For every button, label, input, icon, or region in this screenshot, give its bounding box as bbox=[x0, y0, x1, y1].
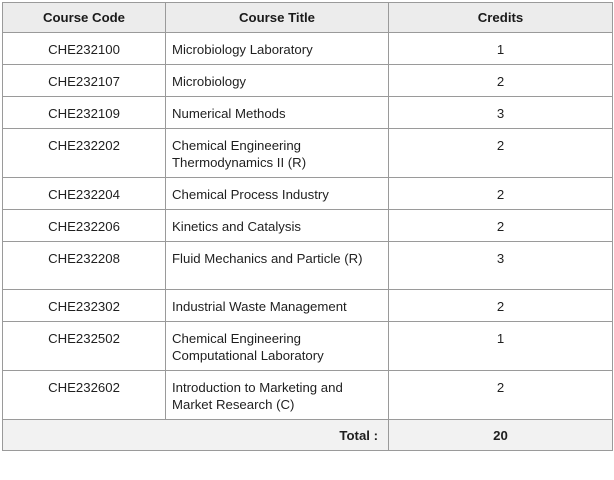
total-row bbox=[3, 420, 613, 451]
course-title: Microbiology bbox=[166, 65, 389, 97]
header-course-title: Course Title bbox=[166, 3, 389, 33]
course-code: CHE232302 bbox=[3, 290, 166, 322]
course-title: Microbiology Laboratory bbox=[166, 33, 389, 65]
table-row bbox=[3, 97, 613, 129]
course-code: CHE232202 bbox=[3, 129, 166, 178]
total-label: Total : bbox=[3, 420, 389, 451]
course-credits: 1 bbox=[389, 322, 613, 371]
course-code: CHE232109 bbox=[3, 97, 166, 129]
course-title: Fluid Mechanics and Particle (R) bbox=[166, 242, 389, 290]
total-value: 20 bbox=[389, 420, 613, 451]
course-code: CHE232204 bbox=[3, 178, 166, 210]
course-code: CHE232602 bbox=[3, 371, 166, 420]
course-title: Kinetics and Catalysis bbox=[166, 210, 389, 242]
header-credits: Credits bbox=[389, 3, 613, 33]
table-row bbox=[3, 33, 613, 65]
course-credits: 3 bbox=[389, 242, 613, 290]
course-credits: 1 bbox=[389, 33, 613, 65]
table-row bbox=[3, 290, 613, 322]
course-title: Introduction to Marketing and Market Research (C) bbox=[166, 371, 389, 420]
course-credits: 2 bbox=[389, 290, 613, 322]
course-credits: 2 bbox=[389, 129, 613, 178]
header-course-code: Course Code bbox=[3, 3, 166, 33]
course-code: CHE232206 bbox=[3, 210, 166, 242]
course-credits: 2 bbox=[389, 65, 613, 97]
course-title: Chemical Process Industry bbox=[166, 178, 389, 210]
course-code: CHE232107 bbox=[3, 65, 166, 97]
table-row bbox=[3, 322, 613, 371]
table-row bbox=[3, 65, 613, 97]
course-title: Industrial Waste Management bbox=[166, 290, 389, 322]
table-row bbox=[3, 210, 613, 242]
course-credits: 2 bbox=[389, 210, 613, 242]
course-code: CHE232502 bbox=[3, 322, 166, 371]
course-code: CHE232100 bbox=[3, 33, 166, 65]
table-header-row bbox=[3, 3, 613, 33]
table-row bbox=[3, 371, 613, 420]
table-row bbox=[3, 242, 613, 290]
course-credits: 2 bbox=[389, 178, 613, 210]
table-row bbox=[3, 178, 613, 210]
course-title: Chemical Engineering Computational Laboratory bbox=[166, 322, 389, 371]
course-table bbox=[2, 2, 613, 451]
course-credits: 3 bbox=[389, 97, 613, 129]
course-credits: 2 bbox=[389, 371, 613, 420]
table-row bbox=[3, 129, 613, 178]
course-title: Chemical Engineering Thermodynamics II (R) bbox=[166, 129, 389, 178]
course-title: Numerical Methods bbox=[166, 97, 389, 129]
course-code: CHE232208 bbox=[3, 242, 166, 290]
